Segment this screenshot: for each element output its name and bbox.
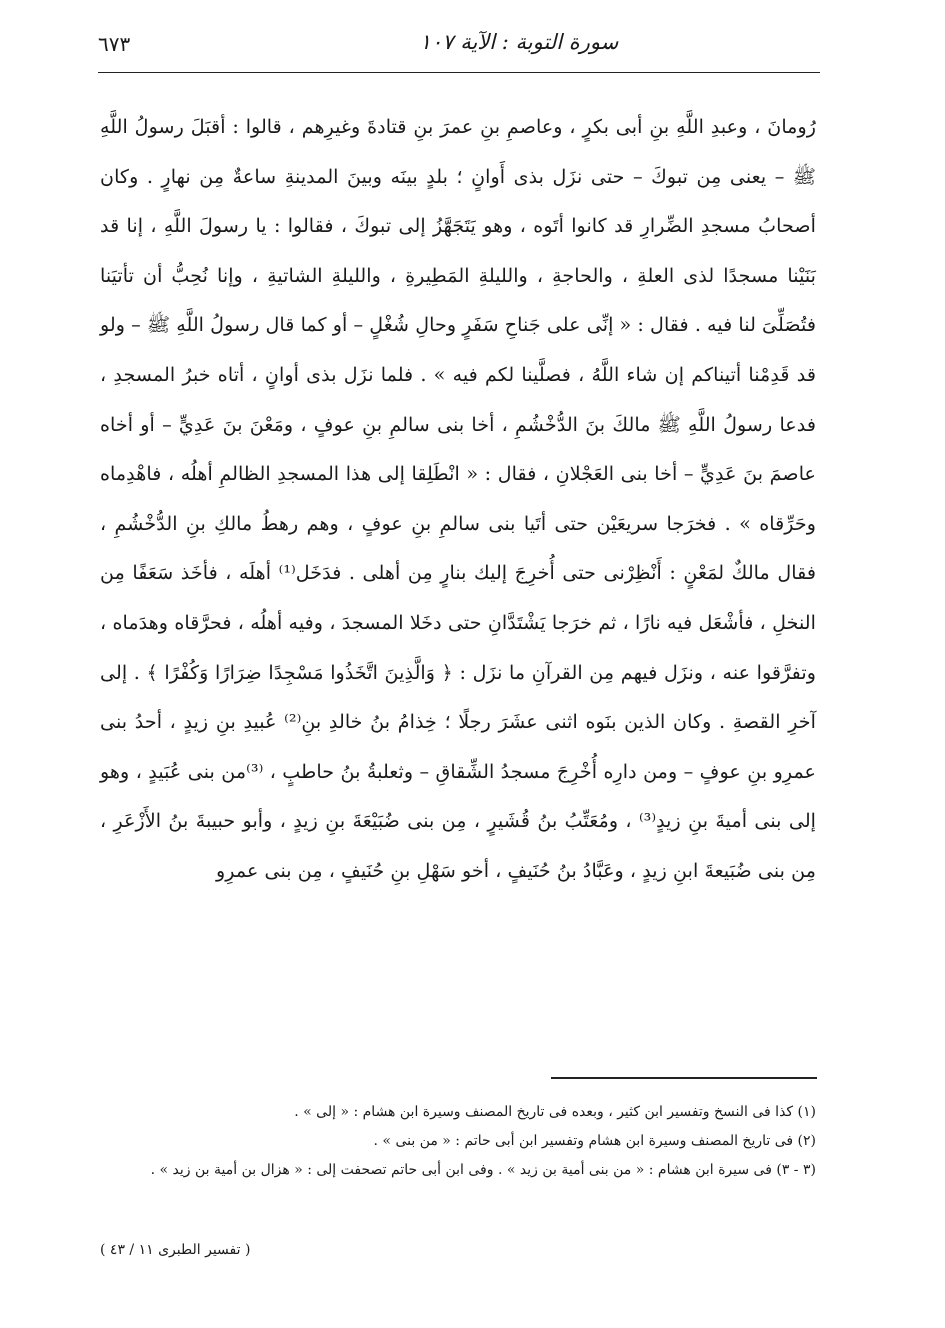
running-title: سورة التوبة : الآية ١٠٧ [419, 30, 619, 54]
footnotes [100, 1098, 816, 1185]
footnote-1: (١) كذا فى النسخ وتفسير ابن كثير ، وبعده فى تاريخ المصنف وسيرة ابن هشام : « إلى » . [294, 1104, 816, 1120]
header-rule [98, 72, 820, 73]
footnote-3: (٣ - ٣) فى سيرة ابن هشام : « من بنى أمية بن زيد » . وفى ابن أبى حاتم تصحفت إلى : « هزال بن أمية بن زيد » . [150, 1162, 816, 1178]
page-number: ٦٧٣ [98, 32, 131, 56]
footnote-separator [551, 1077, 817, 1079]
page-header [98, 26, 820, 66]
main-text [100, 102, 816, 896]
source-reference: ( تفسير الطبرى ١١ / ٤٣ ) [100, 1242, 251, 1258]
footnote-2: (٢) فى تاريخ المصنف وسيرة ابن هشام وتفسير ابن أبى حاتم : « من بنى » . [373, 1133, 816, 1149]
main-paragraph: رُومانَ ، وعبدِ اللَّهِ بنِ أبى بكرٍ ، وعاصمِ بنِ عمرَ بنِ قتادةَ وغيرِهم ، قالوا : أقبَلَ رسولُ اللَّهِ ﷺ – يعنى مِن تبوكَ – حتى نزَل بذى أَوانٍ ؛ بلدٍ بينَه وبينَ المدينةِ ساعةٌ مِن نهارٍ . وكان أصحابُ مسجدِ الضِّرارِ قد كانوا أتَوه ، وهو يَتَجَهَّزُ إلى تبوكَ ، فقالوا : يا رسولَ اللَّهِ ، إنا قد بَنَيْنا مسجدًا لذى العلةِ ، والحاجةِ ، والليلةِ المَطِيرةِ ، والليلةِ الشاتيةِ ، وإنا نُحِبُّ أن تأتيَنا فتُصَلِّىَ لنا فيه . فقال : « إنِّى على جَناحِ سَفَرٍ وحالِ شُغْلٍ – أو كما قال رسولُ اللَّهِ ﷺ – ولو قد قَدِمْنا أتيناكم إن شاء اللَّهُ ، فصلَّينا لكم فيه » . فلما نزَل بذى أوانٍ ، أتاه خبرُ المسجدِ ، فدعا رسولُ اللَّهِ ﷺ مالكَ بنَ الدُّخْشُمِ ، أخا بنى سالمِ بنِ عوفٍ ، ومَعْنَ بنَ عَدِيٍّ – أو أخاه عاصمَ بنَ عَدِيٍّ – أخا بنى العَجْلانِ ، فقال : « انْطَلِقا إلى هذا المسجدِ الظالمِ أهلُه ، فاهْدِماه وحَرِّقاه » . فخرَجا سريعَيْن حتى أتَيا بنى سالمِ بنِ عوفٍ ، وهم رهطُ مالكِ بنِ الدُّخْشُمِ ، فقال مالكٌ لمَعْنٍ : أَنْظِرْنى حتى أُخرِجَ إليك بنارٍ مِن أهلى . فدَخَل⁽¹⁾ أهلَه ، فأخَذ سَعَفًا مِن النخلِ ، فأشْعَل فيه نارًا ، ثم خرَجا يَشْتَدَّانِ حتى دخَلا المسجدَ ، وفيه أهلُه ، فحرَّقاه وهدَماه ، وتفرَّقوا عنه ، ونزَل فيهم مِن القرآنِ ما نزَل : ﴿ وَالَّذِينَ اتَّخَذُوا مَسْجِدًا ضِرَارًا وَكُفْرًا ﴾ . إلى آخرِ القصةِ . وكان الذين بنَوه اثنى عشَرَ رجلًا ؛ خِذامُ بنُ خالدِ بنِ⁽²⁾ عُبيدِ بنِ زيدٍ ، أحدُ بنى عمرِو بنِ عوفٍ – ومن دارِه أُخْرِجَ مسجدُ الشِّقاقِ – وثعلبةُ بنُ حاطبٍ ، ⁽³⁾من بنى عُبَيدٍ ، وهو إلى بنى أميةَ بنِ زيدٍ⁽³⁾ ، ومُعَتِّبُ بنُ قُشَيرٍ ، مِن بنى ضُبَيْعَةَ بنِ زيدٍ ، وأبو حبيبةَ بنُ الأَزْعَرِ ، مِن بنى ضُبَيعةَ ابنِ زيدٍ ، وعَبَّادُ بنُ حُنَيفٍ ، أخو سَهْلِ بنِ حُنَيفٍ ، مِن بنى عمرِو [100, 115, 816, 882]
